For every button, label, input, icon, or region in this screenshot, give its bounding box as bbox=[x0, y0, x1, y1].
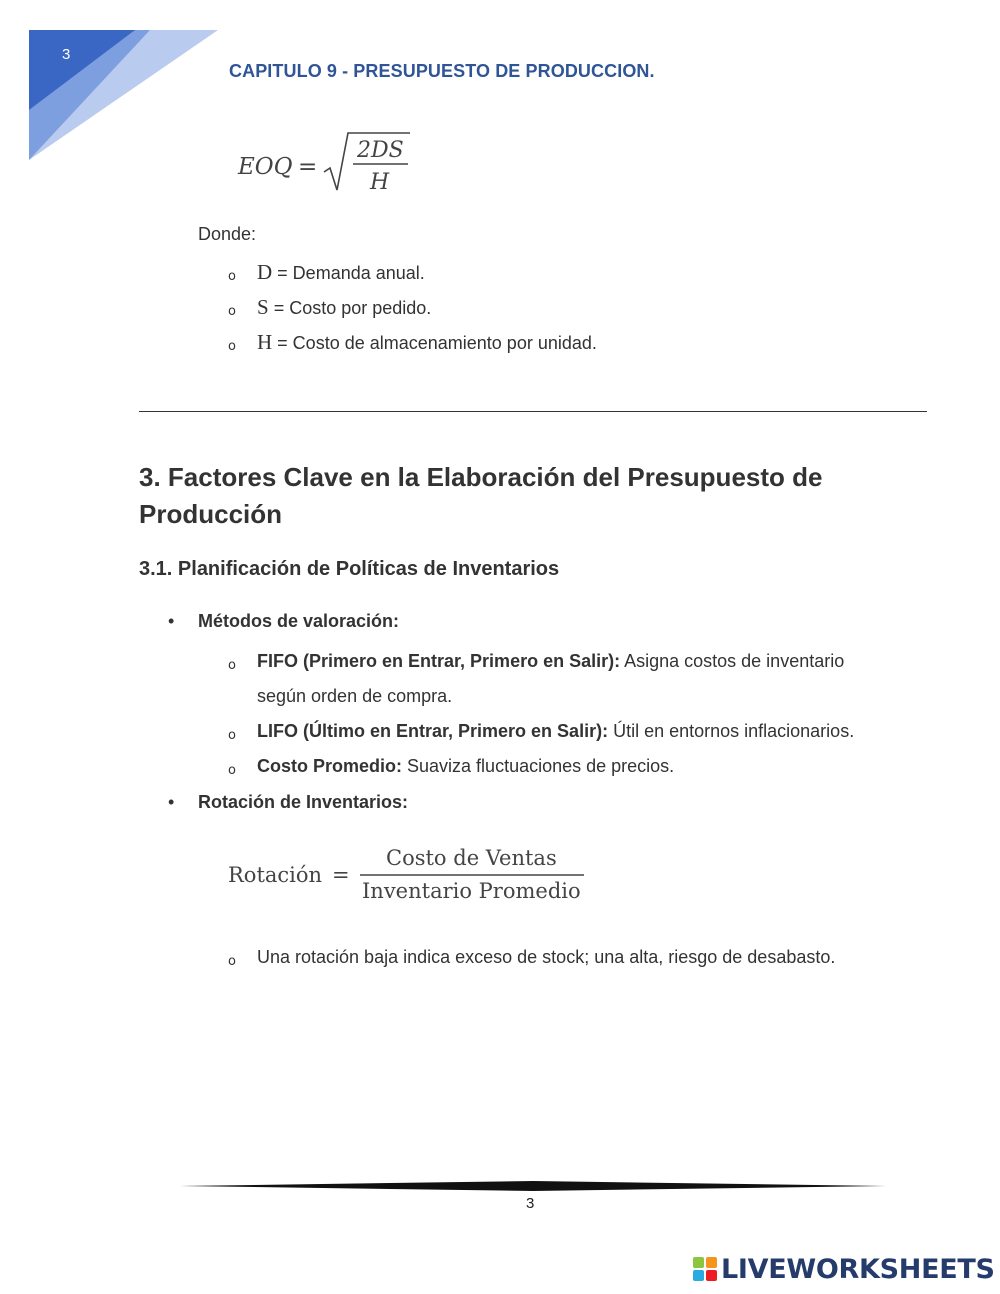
method-description: Suaviza fluctuaciones de precios. bbox=[402, 756, 675, 776]
subsection-heading: 3.1. Planificación de Políticas de Inventarios bbox=[139, 558, 560, 580]
variable-symbol: S bbox=[257, 295, 269, 319]
section-divider bbox=[139, 411, 927, 412]
footer-rule bbox=[180, 1178, 886, 1194]
variable-description: = Demanda anual. bbox=[272, 263, 425, 283]
bullet-icon: • bbox=[168, 611, 175, 631]
circle-bullet-icon: o bbox=[228, 763, 236, 778]
eoq-numerator: 2DS bbox=[357, 138, 404, 163]
method-description: Asigna costos de inventario bbox=[620, 651, 845, 671]
circle-bullet-icon: o bbox=[228, 658, 236, 673]
liveworksheets-logo bbox=[693, 1254, 995, 1284]
method-name: Costo Promedio: bbox=[257, 756, 403, 776]
rotacion-numerator: Costo de Ventas bbox=[386, 846, 557, 870]
variable-description: = Costo por pedido. bbox=[268, 298, 432, 318]
method-name: FIFO (Primero en Entrar, Primero en Salir): bbox=[257, 651, 621, 671]
list-item bbox=[257, 651, 844, 672]
bullet-icon: • bbox=[168, 792, 175, 812]
variable-symbol: D bbox=[257, 260, 273, 284]
liveworksheets-wordmark: LIVEWORKSHEETS bbox=[721, 1253, 995, 1285]
eoq-lhs: EOQ bbox=[238, 154, 293, 180]
variable-symbol: H bbox=[257, 330, 273, 354]
rotacion-note: Una rotación baja indica exceso de stock; una alta, riesgo de desabasto. bbox=[257, 947, 836, 967]
circle-bullet-icon: o bbox=[228, 304, 236, 319]
list-item bbox=[257, 330, 597, 355]
method-description-continued: según orden de compra. bbox=[257, 686, 453, 706]
section-heading: 3. Factores Clave en la Elaboración del Presupuesto de Producción bbox=[139, 462, 823, 529]
variable-description: = Costo de almacenamiento por unidad. bbox=[272, 333, 597, 353]
list-item bbox=[257, 295, 431, 320]
method-name: LIFO (Último en Entrar, Primero en Salir): bbox=[257, 721, 609, 741]
list-item bbox=[257, 756, 674, 777]
circle-bullet-icon: o bbox=[228, 954, 236, 969]
list-item bbox=[257, 260, 425, 285]
rotacion-equals: = bbox=[332, 863, 350, 887]
eoq-formula bbox=[236, 128, 416, 198]
list-item bbox=[257, 721, 854, 742]
circle-bullet-icon: o bbox=[228, 339, 236, 354]
chapter-title: CAPITULO 9 - PRESUPUESTO DE PRODUCCION. bbox=[229, 61, 655, 81]
footer-page-number: 3 bbox=[526, 1195, 535, 1212]
rotacion-title: Rotación de Inventarios: bbox=[198, 792, 409, 812]
circle-bullet-icon: o bbox=[228, 269, 236, 284]
eoq-equals: = bbox=[298, 154, 318, 180]
circle-bullet-icon: o bbox=[228, 728, 236, 743]
corner-decoration bbox=[0, 0, 230, 170]
method-description: Útil en entornos inflacionarios. bbox=[608, 721, 855, 741]
rotacion-denominator: Inventario Promedio bbox=[362, 879, 581, 903]
donde-label: Donde: bbox=[198, 224, 257, 244]
liveworksheets-icon bbox=[693, 1257, 717, 1281]
rotacion-formula bbox=[226, 840, 596, 910]
metodos-title: Métodos de valoración: bbox=[198, 611, 400, 631]
eoq-denominator: H bbox=[370, 170, 390, 195]
header-page-number: 3 bbox=[62, 46, 71, 63]
rotacion-lhs: Rotación bbox=[228, 863, 323, 887]
